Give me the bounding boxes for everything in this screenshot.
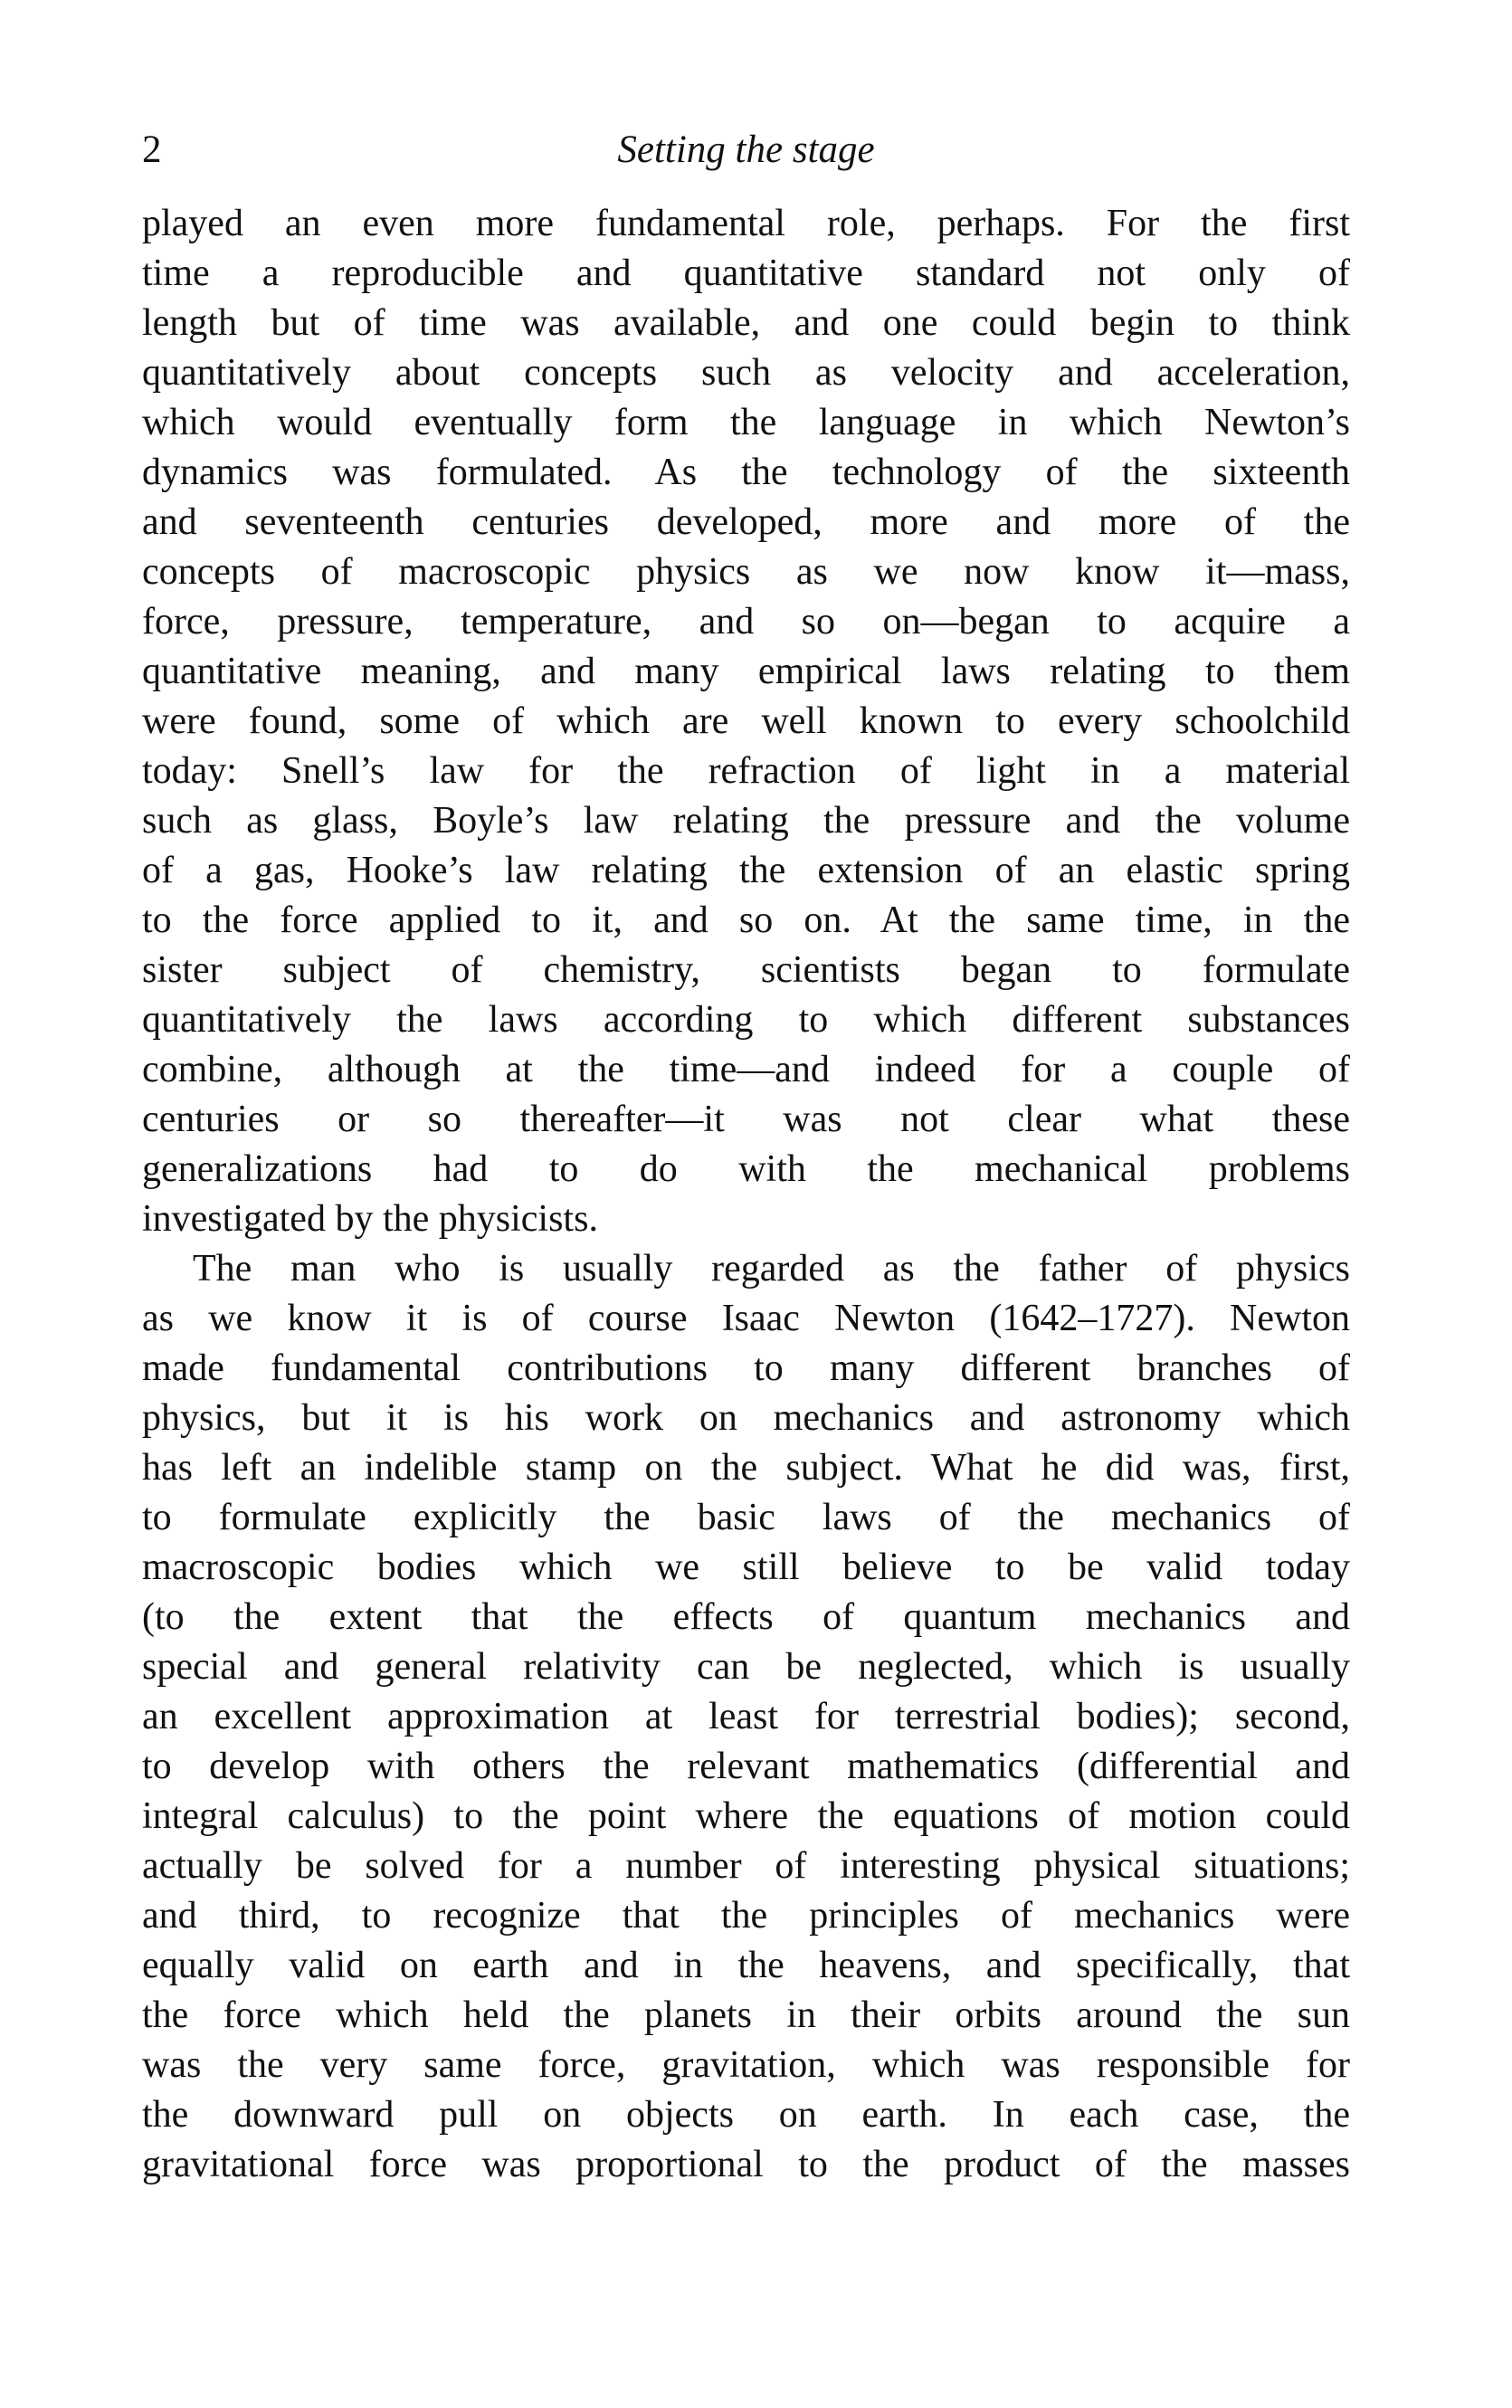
text-line: today: Snell’s law for the refraction of light in a material [142,750,1350,792]
text-line: quantitative meaning, and many empirical laws relating to them [142,651,1350,692]
text-line: an excellent approximation at least for terrestrial bodies); second, [142,1696,1350,1737]
text-line: of a gas, Hooke’s law relating the extension of an elastic spring [142,850,1350,891]
text-line: special and general relativity can be neglected, which is usually [142,1646,1350,1688]
text-line: generalizations had to do with the mechanical problems [142,1148,1350,1190]
paragraph [142,199,1350,1244]
text-line: sister subject of chemistry, scientists began to formulate [142,949,1350,991]
text-line: integral calculus) to the point where the equations of motion could [142,1795,1350,1837]
text-line: were found, some of which are well known to every schoolchild [142,700,1350,742]
text-line: The man who is usually regarded as the father of physics [193,1248,1350,1290]
text-line: quantitatively about concepts such as velocity and acceleration, [142,352,1350,394]
text-line: the downward pull on objects on earth. In each case, the [142,2094,1350,2136]
text-line: and third, to recognize that the principles of mechanics were [142,1895,1350,1937]
text-line: (to the extent that the effects of quantum mechanics and [142,1596,1350,1638]
text-line: to formulate explicitly the basic laws of the mechanics of [142,1497,1350,1538]
text-line: to the force applied to it, and so on. At the same time, in the [142,899,1350,941]
page-number: 2 [142,128,162,171]
paragraph [142,1244,1350,2190]
text-line: gravitational force was proportional to the product of the masses [142,2144,1350,2185]
text-line: and seventeenth centuries developed, more and more of the [142,501,1350,543]
text-line: equally valid on earth and in the heavens, and specifically, that [142,1945,1350,1986]
text-line: actually be solved for a number of interesting physical situations; [142,1845,1350,1887]
text-line: played an even more fundamental role, perhaps. For the first [142,203,1350,244]
text-line: to develop with others the relevant mathematics (differential and [142,1746,1350,1787]
text-line: length but of time was available, and one could begin to think [142,302,1350,344]
text-line: combine, although at the time—and indeed for a couple of [142,1049,1350,1090]
text-line: macroscopic bodies which we still believe to be valid today [142,1547,1350,1588]
body-text [142,199,1350,2190]
running-head [142,123,1350,177]
text-line: time a reproducible and quantitative standard not only of [142,252,1350,294]
text-line: as we know it is of course Isaac Newton (1642–1727). Newton [142,1298,1350,1339]
text-line: quantitatively the laws according to which different substances [142,999,1350,1041]
text-line: has left an indelible stamp on the subject. What he did was, first, [142,1447,1350,1489]
text-line: investigated by the physicists. [142,1198,598,1240]
text-line: dynamics was formulated. As the technology of the sixteenth [142,452,1350,493]
text-line: was the very same force, gravitation, which was responsible for [142,2044,1350,2086]
text-line: the force which held the planets in their orbits around the sun [142,1994,1350,2036]
text-line: concepts of macroscopic physics as we now know it—mass, [142,551,1350,593]
running-title: Setting the stage [617,128,875,171]
text-line: such as glass, Boyle’s law relating the pressure and the volume [142,800,1350,842]
text-line: physics, but it is his work on mechanics and astronomy which [142,1397,1350,1439]
text-line: centuries or so thereafter—it was not clear what these [142,1099,1350,1140]
text-line: force, pressure, temperature, and so on—began to acquire a [142,601,1350,642]
text-line: made fundamental contributions to many different branches of [142,1347,1350,1389]
text-line: which would eventually form the language in which Newton’s [142,402,1350,443]
